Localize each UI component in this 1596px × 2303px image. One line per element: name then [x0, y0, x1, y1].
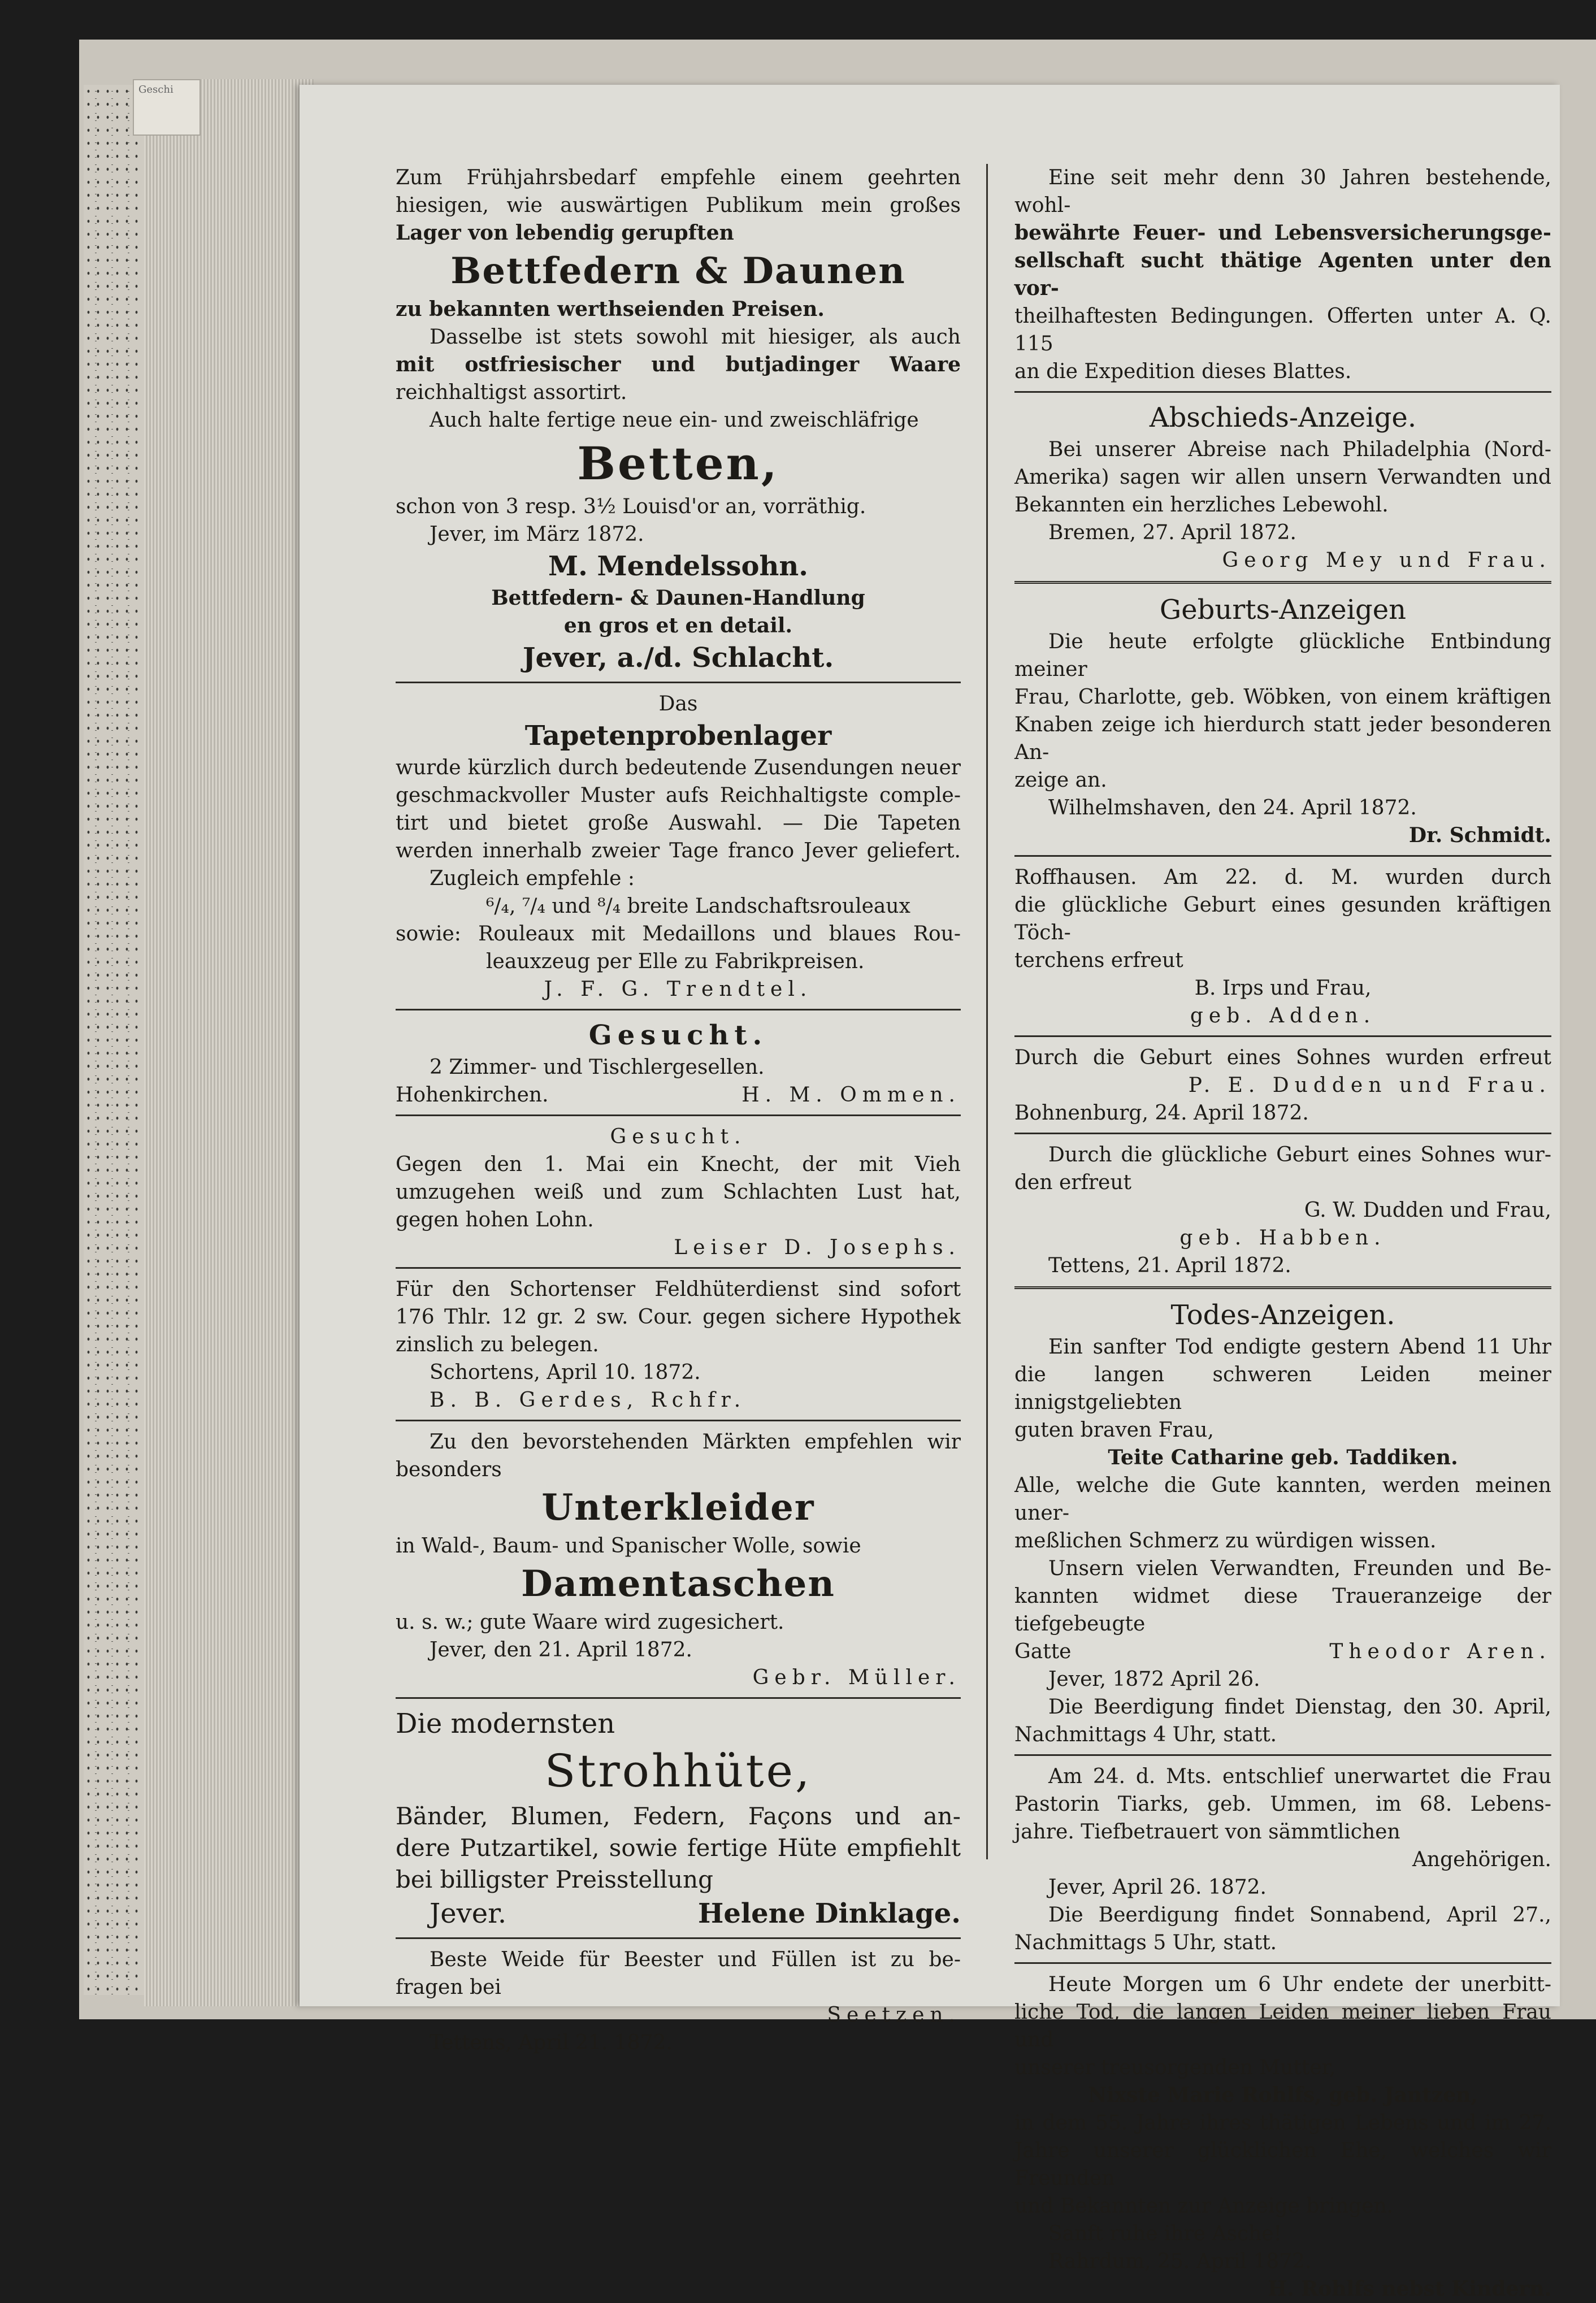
ad-text: schon von 3 resp. 3½ Louisd'or an, vorräthig. [396, 495, 866, 518]
rule [1014, 581, 1551, 584]
ad-text: mit ostfriesischer und butjadinger Waare [396, 353, 961, 376]
ad-text: Die heute erfolgte glückliche Entbindung meiner [1014, 630, 1551, 681]
rule [396, 1009, 961, 1010]
ad-text: Roffhausen. Am 22. d. M. wurden durch [1014, 866, 1551, 889]
ad-text: bei billigster Preisstellung [396, 1866, 714, 1893]
rule [396, 1697, 961, 1699]
ad-text: hiesigen, wie auswärtigen Publikum mein großes [396, 194, 961, 217]
ad-text: und Bekannten zur Anzeige bringen. [1014, 2194, 1394, 2218]
ad-text: Am 24. d. Mts. entschlief unerwartet die Frau [1048, 1765, 1551, 1788]
rule [1014, 1754, 1551, 1756]
ad-text: liche Tod, die langen Leiden meiner lieben Frau und [1014, 2001, 1551, 2052]
ad-text: terchens erfreut [1014, 949, 1183, 972]
ad-place: Jever, a./d. Schlacht. [522, 642, 834, 674]
ad-subline: zu bekannten werthseienden Preisen. [396, 297, 825, 321]
ad-text: Bekannten ein herzliches Lebewohl. [1014, 493, 1389, 517]
ad-dateline: Wilhelmshaven, den 24. April 1872. [1048, 796, 1417, 819]
ad-signature: Angehörigen. [1412, 1848, 1551, 1871]
ad-text: zinslich zu belegen. [396, 1333, 599, 1356]
ad-strohhuete [396, 1706, 961, 1932]
ad-text: Beste Weide für Beester und Füllen ist zu be- [430, 1948, 961, 1971]
ad-signature: Seetzen. [827, 2003, 961, 2027]
ad-firm: Bettfedern- & Daunen-Handlung [491, 586, 865, 610]
rule [1014, 1035, 1551, 1037]
column-divider [986, 164, 988, 1859]
marbled-edge [84, 85, 146, 1995]
section-headline: Geburts-Anzeigen [1159, 594, 1407, 626]
ad-signature: geb. Adden. [1190, 1004, 1376, 1027]
ad-bettfedern [396, 164, 961, 676]
ad-text: in Wald-, Baum- und Spanischer Wolle, sowie [396, 1534, 861, 1558]
ad-headline: Strohhüte, [544, 1745, 812, 1797]
ad-text: guten braven Frau, [1014, 1419, 1214, 1442]
ad-text: Amerika) sagen wir allen unsern Verwandten und [1014, 466, 1551, 489]
ad-text: Bei unserer Abreise nach Philadelphia (Nord- [1048, 438, 1551, 461]
ad-text: Auch halte fertige neue ein- und zweischläfrige [430, 409, 919, 432]
ad-text: besonders [396, 1458, 502, 1481]
rule [1014, 1962, 1551, 1964]
ad-text: Nachmittags 4 Uhr, statt. [1014, 1723, 1277, 1746]
ad-text: wurde kürzlich durch bedeutende Zusendungen neuer [396, 756, 961, 779]
ad-text: Frau, Charlotte, geb. Wöbken, von einem kräftigen [1014, 686, 1551, 709]
ad-text: u. s. w.; gute Waare wird zugesichert. [396, 1611, 784, 1634]
rule [1014, 1133, 1551, 1134]
section-headline: Todes-Anzeigen. [1170, 1299, 1395, 1331]
ad-text: Alle, welche die Gute kannten, werden meinen uner- [1014, 1474, 1551, 1525]
ad-text: Heute Morgen um 6 Uhr endete der unerbitt- [1048, 1973, 1551, 1996]
ad-text: bewährte Feuer- und Lebensversicherungsge- [1014, 221, 1551, 245]
rule [396, 1420, 961, 1421]
ad-dateline: Tettens, April 21. 1872. [430, 2031, 673, 2054]
ad-dateline: Jever, den 21. April 1872. [430, 1638, 692, 1662]
ad-text: leauxzeug per Elle zu Fabrikpreisen. [486, 950, 865, 973]
ad-headline: Gesucht. [588, 1020, 768, 1051]
ad-text: meßlichen Schmerz zu würdigen wissen. [1014, 1529, 1437, 1552]
rule [1014, 1286, 1551, 1289]
ad-text: den erfreut [1014, 1171, 1131, 1194]
ad-headline: Abschieds-Anzeige. [1149, 402, 1417, 433]
ad-feldhueter [396, 1276, 961, 1414]
ad-text: sellschaft sucht thätige Agenten unter den vor- [1014, 249, 1551, 300]
ad-text: Lager von lebendig gerupften [396, 221, 734, 245]
ad-signature: Dr. Schmidt. [1408, 823, 1551, 847]
births-section [1014, 592, 1551, 1280]
ad-text: Gatte [1014, 1640, 1072, 1663]
ad-text: reichhaltigst assortirt. [396, 381, 627, 404]
ad-text: jahre. Tiefbetrauert von sämmtlichen [1014, 1820, 1400, 1844]
ad-signature: G. W. Dudden und Frau, [1304, 1199, 1551, 1222]
ad-headline: Bettfedern & Daunen [450, 250, 906, 292]
ad-text: Zum Frühjahrsbedarf empfehle einem geehrten [396, 166, 961, 189]
ad-signature: Leiser D. Josephs. [674, 1236, 961, 1259]
ad-text: kannten widmet diese Traueranzeige der tiefgebeugte [1014, 1585, 1551, 1636]
ad-place: Jever. [430, 1898, 507, 1929]
ad-text: Bänder, Blumen, Federn, Façons und an- [396, 1802, 961, 1830]
ad-weide [396, 1946, 961, 2057]
rule [396, 1937, 961, 1939]
ad-unterkleider [396, 1428, 961, 1692]
ad-headline: Tapetenprobenlager [524, 720, 832, 752]
ad-text: in dem 55. Jahre ihres thätigen Lebens und im 27. [1014, 2111, 1551, 2135]
ad-text: werden innerhalb zweier Tage franco Jever geliefert. [396, 839, 961, 862]
deceased-name: Teite Catharine geb. Taddiken. [1108, 1446, 1458, 1469]
ad-text: Sanft ruhe ihre Asche! [1048, 2222, 1282, 2245]
ad-firm: M. Mendelssohn. [548, 550, 809, 582]
ad-sigline [1014, 1638, 1551, 1666]
ad-text: theilhaftesten Bedingungen. Offerten unter A. Q. 115 [1014, 305, 1551, 355]
ad-signature: B. B. Gerdes, Rchfr. [430, 1389, 747, 1412]
ad-place: Hohenkirchen. [396, 1083, 549, 1107]
newspaper-page [300, 85, 1560, 2301]
ad-dateline: Bremen, 27. April 1872. [1048, 521, 1296, 544]
ad-signature: J. F. G. Trendtel. [544, 978, 813, 1001]
ad-text: an die Expedition dieses Blattes. [1014, 360, 1352, 383]
ad-text: gegen hohen Lohn. [396, 1208, 594, 1231]
ad-sigline [396, 1081, 961, 1109]
ad-dateline: Schortens, April 10. 1872. [430, 1361, 701, 1384]
ad-text: Dasselbe ist stets sowohl mit hiesiger, als auch [430, 326, 961, 349]
ad-gesucht-2 [396, 1123, 961, 1261]
ad-text: Gegen den 1. Mai ein Knecht, der mit Vieh [396, 1153, 961, 1176]
ad-text: umzugehen weiß und zum Schlachten Lust hat, [396, 1181, 961, 1204]
deaths-section [1014, 1297, 1551, 2303]
ad-text: Die Beerdigung findet Sonnabend, April 27., [1048, 1903, 1551, 1927]
ad-text: 176 Thlr. 12 gr. 2 sw. Cour. gegen sichere Hypothek [396, 1306, 961, 1329]
ad-signature: Georg Mey und Frau. [1222, 549, 1551, 572]
ad-text: Durch die Geburt eines Sohnes wurden erfreut [1014, 1046, 1551, 1069]
rule [396, 682, 961, 683]
ad-tapeten [396, 690, 961, 1003]
ad-dateline: Jever, 1872 April 26. [1048, 1668, 1260, 1691]
ad-text: Knaben zeige ich hierdurch statt jeder besonderen An- [1014, 713, 1551, 764]
ad-text: Unsern vielen Verwandten, Freunden und Be- [1048, 1557, 1551, 1580]
ad-signature: B. Irps und Frau, [1194, 977, 1372, 1000]
ad-signature: H. M. Ommen. [741, 1083, 961, 1107]
rule [1014, 855, 1551, 857]
ad-text: die glückliche Geburt eines gesunden kräftigen Töch- [1014, 894, 1551, 944]
ad-signature: Theodor Aren. [1329, 1640, 1551, 1663]
spine-label [133, 79, 201, 136]
ad-text: die langen schweren Leiden meiner innigstgeliebten [1014, 1363, 1551, 1414]
ad-text: sowie: Rouleaux mit Medaillons und blaues Rou- [396, 922, 961, 946]
ad-text: ⁶/₄, ⁷/₄ und ⁸/₄ breite Landschaftsrouleaux [486, 895, 910, 918]
page-stack [144, 79, 314, 2006]
ad-signature: geb. Habben. [1179, 1226, 1386, 1250]
ad-text: Pastorin Tiarks, geb. Ummen, im 68. Lebens- [1014, 1793, 1551, 1816]
ad-headline: Gesucht. [610, 1125, 747, 1148]
ad-headline: Betten, [577, 437, 779, 490]
ad-text: Jahre unserer glücklichen Ehe, welches wir Freunden [1014, 2139, 1551, 2190]
ad-text: Nachmittags 5 Uhr, statt. [1014, 1931, 1277, 1954]
ad-dateline: Jever, April 26. 1872. [1048, 1876, 1267, 1899]
ad-signature: H. Rohlfs nebst Kindern. [1268, 2277, 1551, 2301]
ad-text: tirt und bietet große Auswahl. — Die Tapeten [396, 812, 961, 835]
right-column [1014, 164, 1551, 2303]
ad-text: Zu den bevorstehenden Märkten empfehlen wir [430, 1430, 961, 1454]
ad-text: Das [658, 692, 698, 715]
ad-versicherung [1014, 164, 1551, 385]
ad-dateline: Rahrdum, 25. April 1872. [1048, 2250, 1312, 2273]
ad-text: Zugleich empfehle : [430, 867, 635, 890]
left-column [396, 164, 961, 2057]
ad-text: Ein sanfter Tod endigte gestern Abend 11 Uhr [1048, 1335, 1551, 1359]
ad-abschied [1014, 400, 1551, 574]
ad-text: Für den Schortenser Feldhüterdienst sind sofort [396, 1278, 961, 1301]
ad-text: 2 Zimmer- und Tischlergesellen. [430, 1056, 765, 1079]
ad-headline: Damentaschen [521, 1563, 835, 1605]
ad-sigline [396, 1896, 961, 1932]
ad-text: unserer treusorgenden Mutter, [1014, 2056, 1336, 2079]
ad-text: dere Putzartikel, sowie fertige Hüte empfiehlt [396, 1834, 961, 1862]
spine-label-text: Geschi [138, 84, 174, 96]
ad-signature: Helene Dinklage. [698, 1898, 961, 1929]
ad-text: Die modernsten [396, 1708, 615, 1740]
ad-text: geschmackvoller Muster aufs Reichhaltigste comple- [396, 784, 961, 807]
ad-text: zeige an. [1014, 769, 1107, 792]
ad-text: Durch die glückliche Geburt eines Sohnes wur- [1048, 1143, 1551, 1166]
ad-text: fragen bei [396, 1976, 501, 1999]
deceased-name: Nixste Marie Rohlfs, geb. Jantzen, [1088, 2083, 1478, 2107]
ad-dateline: Jever, im März 1872. [430, 523, 644, 546]
ad-signature: P. E. Dudden und Frau. [1188, 1074, 1551, 1097]
rule [396, 1267, 961, 1269]
ad-signature: Gebr. Müller. [752, 1666, 961, 1689]
ad-dateline: Bohnenburg, 24. April 1872. [1014, 1101, 1309, 1125]
rule [1014, 391, 1551, 393]
ad-text: Eine seit mehr denn 30 Jahren bestehende, wohl- [1014, 166, 1551, 217]
rule [396, 1114, 961, 1116]
ad-headline: Unterkleider [541, 1486, 815, 1529]
ad-text: Die Beerdigung findet Dienstag, den 30. April, [1048, 1695, 1551, 1719]
ad-gesucht-1 [396, 1017, 961, 1109]
ad-dateline: Tettens, 21. April 1872. [1048, 1254, 1291, 1277]
ad-firm: en gros et en detail. [563, 614, 793, 637]
